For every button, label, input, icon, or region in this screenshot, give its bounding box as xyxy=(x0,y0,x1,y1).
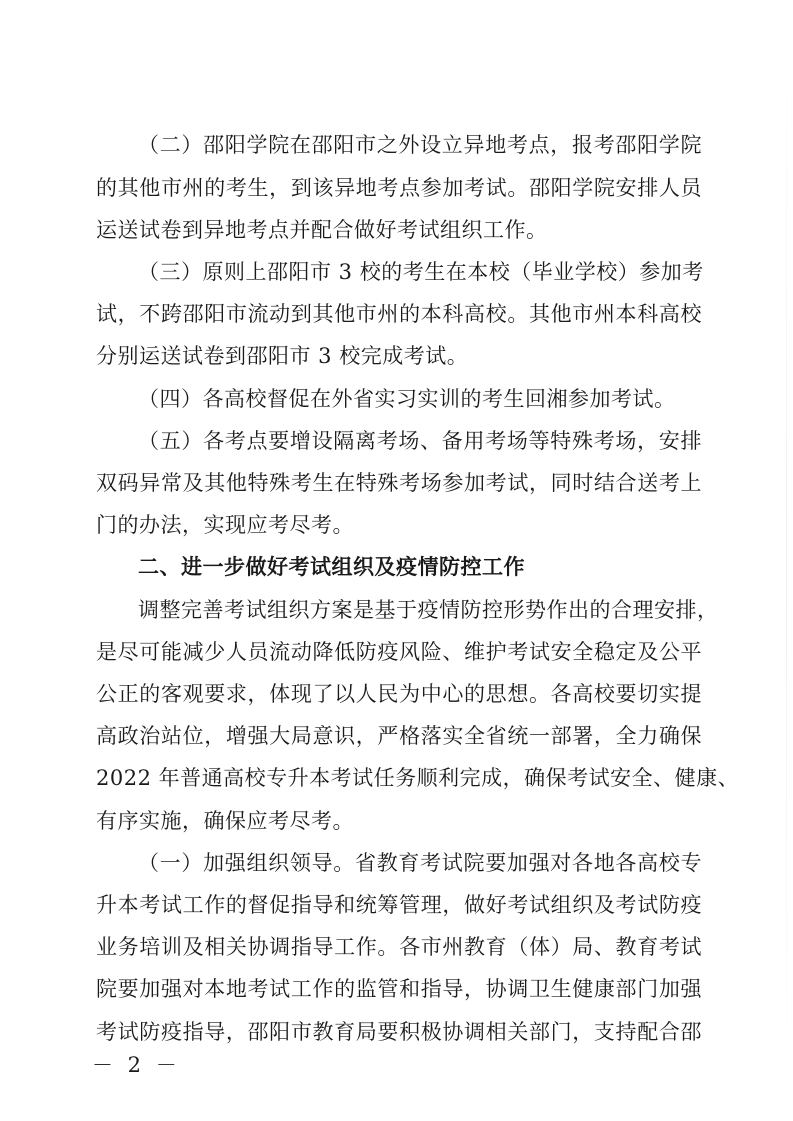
paragraph-line: 2022 年普通高校专升本考试任务顺利完成，确保考试安全、健康、 xyxy=(96,766,740,790)
paragraph-line: 高政治站位，增强大局意识，严格落实全省统一部署，全力确保 xyxy=(96,724,702,748)
paragraph-line: 双码异常及其他特殊考生在特殊考场参加考试，同时结合送考上 xyxy=(96,471,702,495)
section-heading: 二、进一步做好考试组织及疫情防控工作 xyxy=(138,555,525,579)
paragraph-line: 考试防疫指导，邵阳市教育局要积极协调相关部门，支持配合邵 xyxy=(96,1020,702,1044)
paragraph-line: 分别运送试卷到邵阳市 3 校完成考试。 xyxy=(96,344,469,368)
paragraph-line: （二）邵阳学院在邵阳市之外设立异地考点，报考邵阳学院 xyxy=(138,133,702,157)
paragraph-line: （三）原则上邵阳市 3 校的考生在本校（毕业学校）参加考 xyxy=(138,260,704,284)
paragraph-line: 院要加强对本地考试工作的监管和指导，协调卫生健康部门加强 xyxy=(96,977,702,1001)
paragraph-line: 试，不跨邵阳市流动到其他市州的本科高校。其他市州本科高校 xyxy=(96,302,702,326)
paragraph-line: 升本考试工作的督促指导和统筹管理，做好考试组织及考试防疫 xyxy=(96,893,702,917)
page-number: － 2 － xyxy=(92,1053,181,1077)
paragraph-line: 调整完善考试组织方案是基于疫情防控形势作出的合理安排， xyxy=(138,598,719,622)
paragraph-line: （一）加强组织领导。省教育考试院要加强对各地各高校专 xyxy=(138,851,702,875)
paragraph-line: 的其他市州的考生，到该异地考点参加考试。邵阳学院安排人员 xyxy=(96,176,702,200)
paragraph-line: （四）各高校督促在外省实习实训的考生回湘参加考试。 xyxy=(138,387,676,411)
paragraph-line: 有序实施，确保应考尽考。 xyxy=(96,809,354,833)
scan-edge-shadow xyxy=(786,0,787,1121)
paragraph-line: 是尽可能减少人员流动降低防疫风险、维护考试安全稳定及公平 xyxy=(96,640,702,664)
paragraph-line: 门的办法，实现应考尽考。 xyxy=(96,513,354,537)
paragraph-line: 业务培训及相关协调指导工作。各市州教育（体）局、教育考试 xyxy=(96,935,702,959)
paragraph-line: 公正的客观要求，体现了以人民为中心的思想。各高校要切实提 xyxy=(96,682,702,706)
paragraph-line: 运送试卷到异地考点并配合做好考试组织工作。 xyxy=(96,218,548,242)
paragraph-line: （五）各考点要增设隔离考场、备用考场等特殊考场，安排 xyxy=(138,429,702,453)
